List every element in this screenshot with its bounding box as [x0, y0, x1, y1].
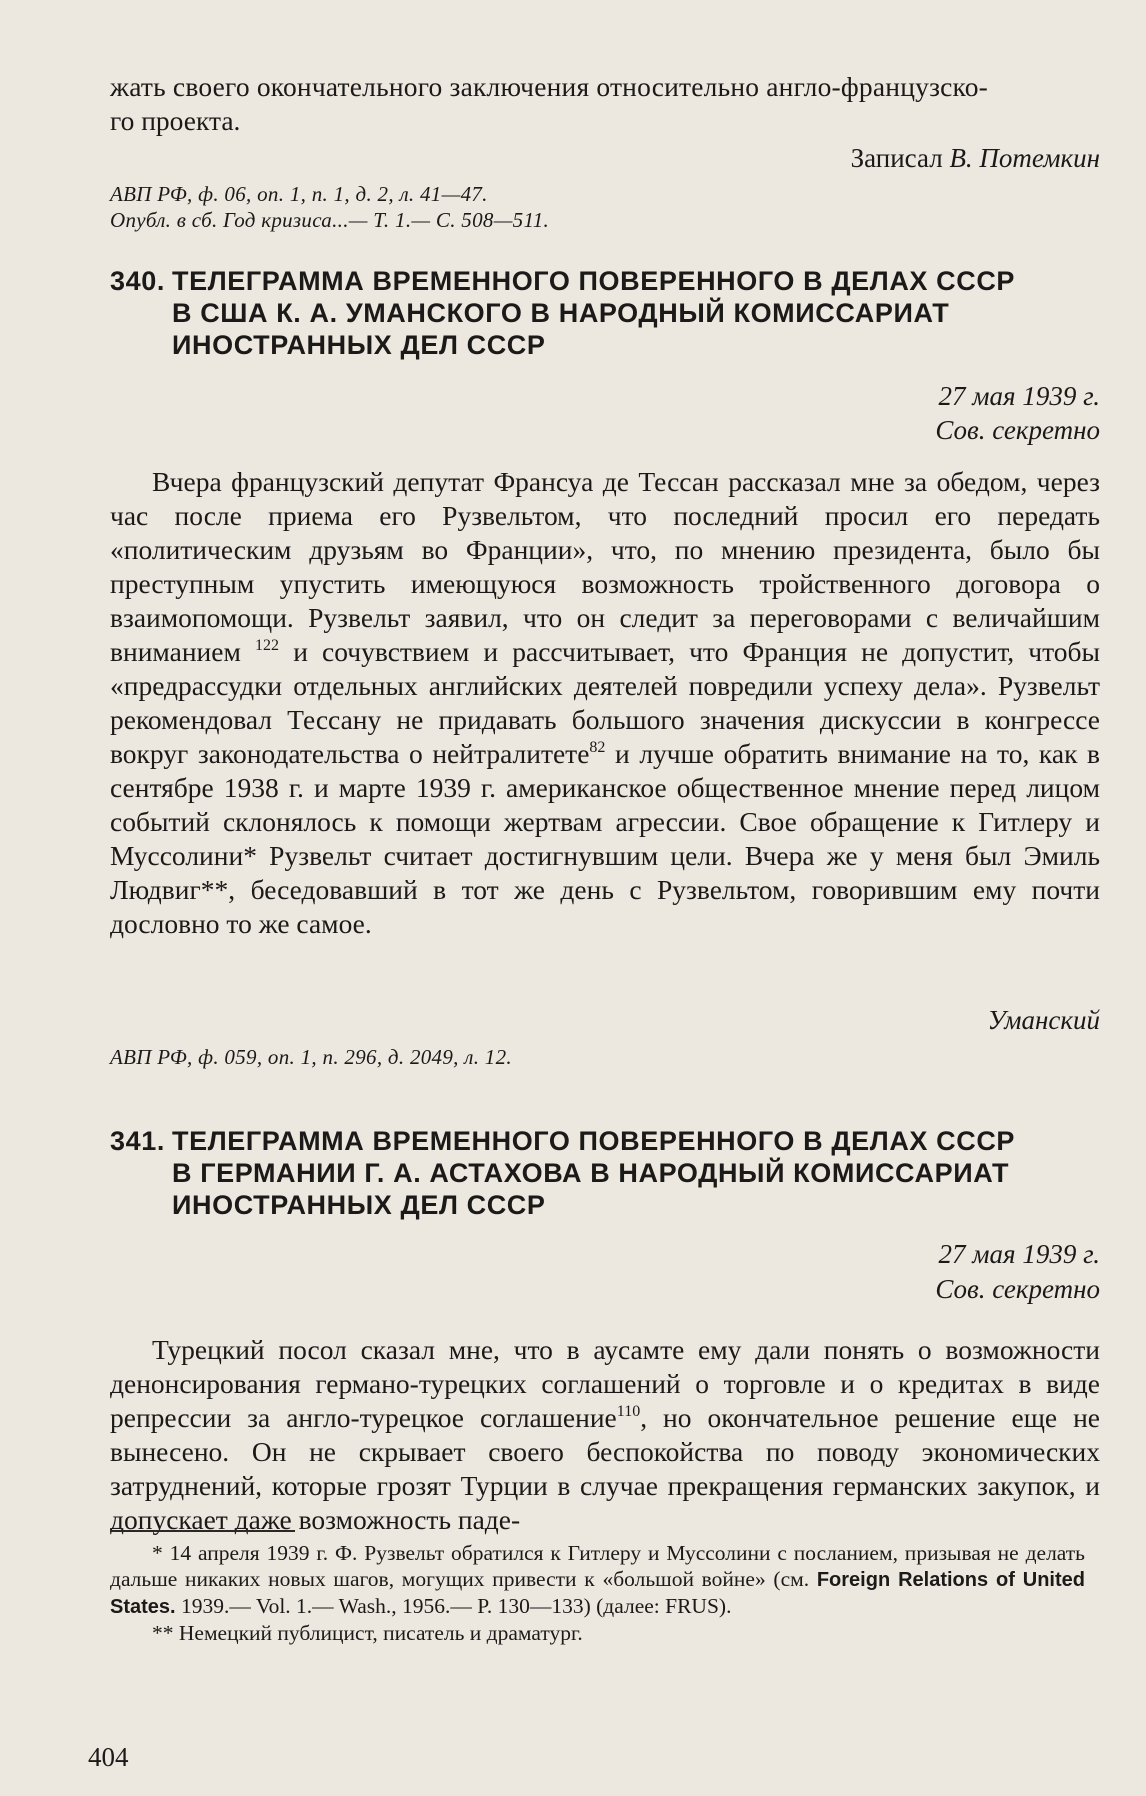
footnote-1: [110, 1540, 1085, 1620]
doc-340-text-a: Вчера французский депутат Франсуа де Тессан рассказал мне за обедом, через час после приема его Рузвельтом, что последний просил его передать «политическим друзьям во Франции», что, по мнению президента, было бы преступным упустить имеющуюся возможность тройственного договора о взаимопомощи. Рузвельт заявил, что он следит за переговорами с величайшим вниманием: [110, 466, 1100, 667]
signature-potemkin: [851, 141, 1100, 175]
doc-341-title-line-2: В ГЕРМАНИИ Г. А. АСТАХОВА В НАРОДНЫЙ КОМИССАРИАТ: [172, 1158, 1010, 1188]
doc-341-classification: Сов. секретно: [935, 1274, 1100, 1304]
footnote-1-text-b: 1939.— Vol. 1.— Wash., 1956.— P. 130—133) (далее: FRUS).: [175, 1594, 732, 1618]
continued-line-1: жать своего окончательного заключения относительно англо-французско-: [110, 71, 989, 102]
doc-341-text-a: Турецкий посол сказал мне, что в аусамте ему дали понять о возможности денонсирования германо-турецких соглашений о торговле и о кредитах в виде репрессии за англо-турецкое соглашение: [110, 1334, 1100, 1433]
doc-341-date: 27 мая 1939 г.: [938, 1239, 1100, 1269]
signature-prefix: Записал: [850, 143, 950, 173]
doc-340-number: 340.: [110, 266, 165, 296]
continued-paragraph: [110, 70, 1100, 138]
doc-341-title-line-3: ИНОСТРАННЫХ ДЕЛ СССР: [172, 1190, 546, 1220]
doc-341-body: [110, 1333, 1100, 1537]
archive-source-1-line-1: АВП РФ, ф. 06, оп. 1, п. 1, д. 2, л. 41—47.: [110, 182, 488, 206]
note-ref-82: 82: [589, 739, 606, 756]
note-ref-110: 110: [616, 1403, 641, 1420]
footnote-2: ** Немецкий публицист, писатель и драматург.: [152, 1621, 583, 1645]
doc-340-paragraph: [110, 465, 1100, 941]
archive-source-1: [110, 181, 549, 233]
doc-341-number: 341.: [110, 1126, 165, 1156]
doc-341-paragraph: [110, 1333, 1100, 1537]
doc-340-text-b: и сочувствием и рассчитывает, что Франция не допустит, чтобы «предрассудки отдельных английских деятелей повредили успеху дела». Рузвельт рекомендовал Тессану не придавать большого значения дискуссии в конгрессе вокруг законодательства о нейтралитете: [110, 636, 1101, 769]
doc-340-title-line-1: ТЕЛЕГРАММА ВРЕМЕННОГО ПОВЕРЕННОГО В ДЕЛАХ СССР: [172, 266, 1016, 296]
continued-line-2: го проекта.: [110, 105, 241, 136]
doc-340-text-c: и лучше обратить внимание на то, как в сентябре 1938 г. и марте 1939 г. американское общественное мнение перед лицом событий склонялось к помощи жертвам агрессии. Свое обращение к Гитлеру и Муссолини* Рузвельт считает достигнувшим цели. Вчера же у меня был Эмиль Людвиг**, беседовавший в тот же день с Рузвельтом, говорившим ему почти дословно то же самое.: [110, 738, 1101, 939]
doc-340-classification: Сов. секретно: [935, 415, 1100, 445]
footnote-1-text-a: * 14 апреля 1939 г. Ф. Рузвельт обратился к Гитлеру и Муссолини с посланием, призывая не делать дальше никаких новых шагов, могущих привести к «большой войне» (см.: [110, 1541, 1085, 1591]
doc-340-date: 27 мая 1939 г.: [938, 381, 1100, 411]
page-number: 404: [88, 1742, 129, 1772]
doc-340-signature: Уманский: [987, 1005, 1100, 1035]
doc-340-title-line-2: В США К. А. УМАНСКОГО В НАРОДНЫЙ КОМИССАРИАТ: [172, 298, 950, 328]
footnotes: [110, 1540, 1085, 1646]
doc-340-body: [110, 465, 1100, 941]
doc-341-heading: [110, 1125, 1100, 1221]
footnote-divider: [110, 1530, 295, 1532]
signature-name: В. Потемкин: [949, 143, 1100, 173]
doc-340-title-line-3: ИНОСТРАННЫХ ДЕЛ СССР: [172, 330, 546, 360]
note-ref-122: 122: [255, 637, 280, 654]
archive-source-1-line-2: Опубл. в сб. Год кризиса...— Т. 1.— С. 508—511.: [110, 208, 550, 232]
doc-340-source: АВП РФ, ф. 059, оп. 1, п. 296, д. 2049, л. 12.: [110, 1045, 512, 1069]
footnote-1-bold-title: Foreign Relations of United States.: [110, 1569, 1085, 1618]
doc-341-text-b: , но окончательное решение еще не вынесено. Он не скрывает своего беспокойства по поводу экономических затруднений, которые грозят Турции в случае прекращения германских закупок, и допускает даже возможность паде-: [110, 1402, 1100, 1535]
doc-341-title-line-1: ТЕЛЕГРАММА ВРЕМЕННОГО ПОВЕРЕННОГО В ДЕЛАХ СССР: [172, 1126, 1016, 1156]
doc-340-heading: [110, 265, 1100, 361]
